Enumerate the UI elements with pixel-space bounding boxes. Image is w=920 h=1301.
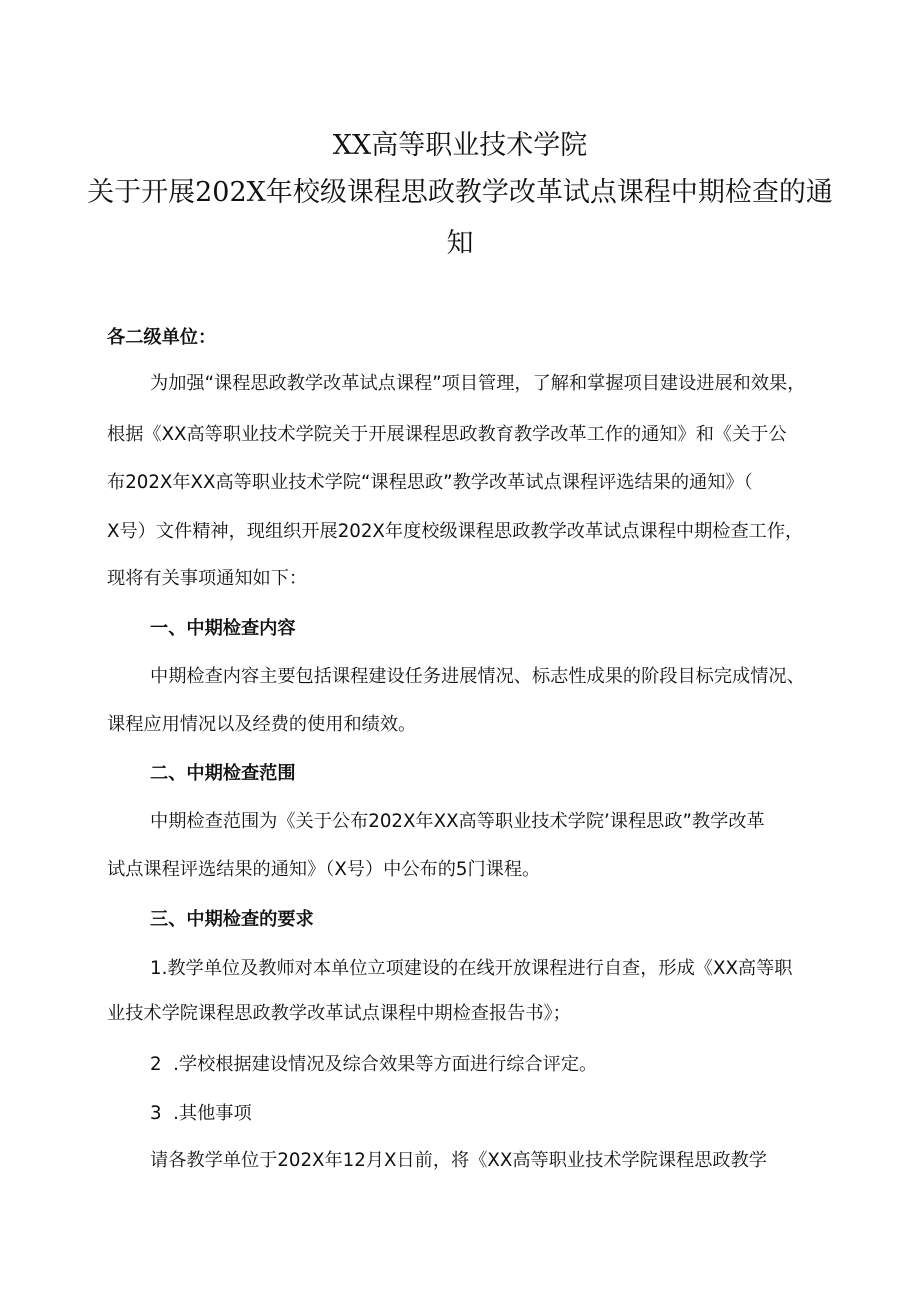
section-3-item-3: 3 .其他事项 [150,1103,252,1124]
section-1-line-1: 中期检查内容主要包括课程建设任务进展情况、标志性成果的阶段目标完成情况、 [150,666,805,687]
section-3-item-1-line-1: 1.教学单位及教师对本单位立项建设的在线开放课程进行自查，形成《XX高等职 [150,958,793,979]
title-line-2: 关于开展202X年校级课程思政教学改革试点课程中期检查的通 [87,177,833,208]
section-3-heading: 三、中期检查的要求 [150,909,314,930]
title-line-1: XX高等职业技术学院 [332,130,588,161]
section-3-item-1-line-2: 业技术学院课程思政教学改革试点课程中期检查报告书》； [107,1003,571,1024]
section-2-line-1: 中期检查范围为《关于公布202X年XX高等职业技术学院’课程思政”教学改革 [150,811,765,832]
salutation: 各二级单位： [107,327,217,348]
intro-line-3: 布202X年XX高等职业技术学院“课程思政”教学改革试点课程评选结果的通知》（ [107,472,753,493]
intro-line-1: 为加强“课程思政教学改革试点课程”项目管理，了解和掌握项目建设进展和效果， [150,373,806,394]
section-3-item-2: 2 .学校根据建设情况及综合效果等方面进行综合评定。 [150,1054,598,1075]
section-3-last-line: 请各教学单位于202X年12月X日前，将《XX高等职业技术学院课程思政教学 [150,1150,767,1171]
intro-line-5: 现将有关事项通知如下： [107,568,308,589]
section-1-line-2: 课程应用情况以及经费的使用和绩效。 [107,714,417,735]
title-line-3: 知 [446,228,474,259]
intro-line-4: X号）文件精神，现组织开展202X年度校级课程思政教学改革试点课程中期检查工作， [107,521,804,542]
section-1-heading: 一、中期检查内容 [150,618,296,639]
intro-line-2: 根据《XX高等职业技术学院关于开展课程思政教育教学改革工作的通知》和《关于公 [107,424,787,445]
section-2-line-2: 试点课程评选结果的通知》（X号）中公布的5门课程。 [107,859,541,880]
section-2-heading: 二、中期检查范围 [150,763,296,784]
